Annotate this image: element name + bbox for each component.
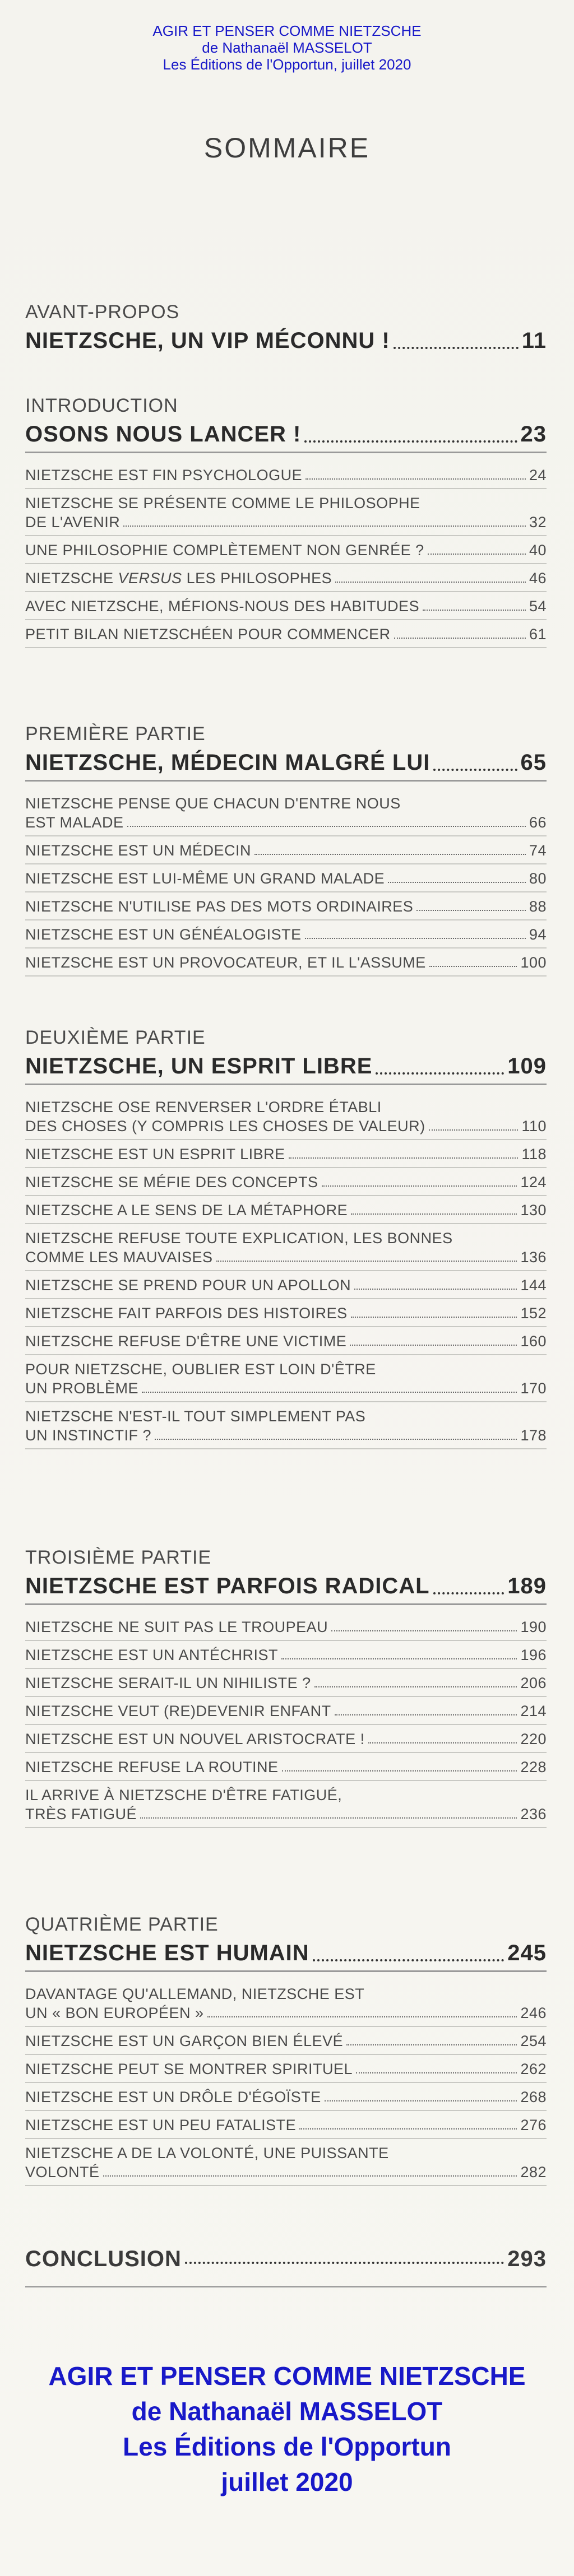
divider <box>25 1603 547 1605</box>
page-number: 130 <box>520 1202 547 1219</box>
entry-text: NIETZSCHE SE PREND POUR UN APOLLON <box>25 1277 351 1294</box>
page-number: 190 <box>520 1619 547 1635</box>
dot-leader <box>305 938 526 939</box>
section-part4 <box>25 1912 547 2186</box>
heading-text: NIETZSCHE, UN VIP MÉCONNU ! <box>25 328 390 353</box>
entry-text: NIETZSCHE EST UN PEU FATALISTE <box>25 2117 297 2133</box>
bottom-caption-date: juillet 2020 <box>221 2467 353 2496</box>
dot-leader <box>429 1129 519 1131</box>
page-number: 293 <box>507 2247 547 2271</box>
toc-entry[interactable] <box>25 620 547 648</box>
page-number: 170 <box>520 1380 547 1397</box>
page-number: 262 <box>520 2061 547 2077</box>
toc-entry[interactable] <box>25 1140 547 1168</box>
toc-entry[interactable] <box>25 536 547 564</box>
page-number: 276 <box>520 2117 547 2133</box>
page-number: 124 <box>520 1174 547 1191</box>
section-heading[interactable] <box>25 746 547 779</box>
section-label: INTRODUCTION <box>25 395 178 416</box>
divider <box>25 1084 547 1085</box>
toc-entry[interactable] <box>25 789 547 836</box>
section-avant-propos <box>25 300 547 357</box>
section-part1 <box>25 722 547 977</box>
entry-text-line1: NIETZSCHE PENSE QUE CHACUN D'ENTRE NOUS <box>25 795 401 812</box>
entry-text: NIETZSCHE EST UN ANTÉCHRIST <box>25 1647 279 1663</box>
dot-leader <box>123 526 526 527</box>
dot-leader <box>423 610 526 611</box>
entry-text: TRÈS FATIGUÉ <box>25 1806 137 1822</box>
toc-entry[interactable] <box>25 1093 547 1140</box>
entry-text-post: LES PHILOSOPHES <box>182 570 332 587</box>
bottom-caption <box>0 2359 574 2500</box>
toc-entry[interactable] <box>25 892 547 920</box>
page-number: 214 <box>520 1703 547 1719</box>
toc-entry[interactable] <box>25 948 547 977</box>
entry-text: DE L'AVENIR <box>25 514 121 531</box>
page-number: 220 <box>520 1731 547 1747</box>
conclusion-text: CONCLUSION <box>25 2247 182 2271</box>
toc-entry[interactable] <box>25 1613 547 1641</box>
toc-entry[interactable] <box>25 1355 547 1402</box>
entry-text: UNE PHILOSOPHIE COMPLÈTEMENT NON GENRÉE ? <box>25 542 424 559</box>
toc-entry[interactable] <box>25 1168 547 1196</box>
entry-text: NIETZSCHE EST UN MÉDECIN <box>25 842 252 859</box>
dot-leader <box>299 2128 517 2129</box>
page-number: 54 <box>529 598 547 615</box>
section-label: QUATRIÈME PARTIE <box>25 1914 219 1935</box>
toc-entry[interactable] <box>25 2083 547 2111</box>
entry-text: NIETZSCHE SE MÉFIE DES CONCEPTS <box>25 1174 318 1191</box>
toc-entry[interactable] <box>25 1641 547 1669</box>
page-number: 24 <box>529 467 547 483</box>
dot-leader <box>351 1213 517 1215</box>
heading-text: NIETZSCHE EST PARFOIS RADICAL <box>25 1574 430 1598</box>
entry-text-line1: NIETZSCHE A DE LA VOLONTÉ, UNE PUISSANTE <box>25 2145 389 2161</box>
dot-leader <box>207 2016 517 2017</box>
page-number: 178 <box>520 1427 547 1444</box>
entry-text: NIETZSCHE EST UN GARÇON BIEN ÉLEVÉ <box>25 2033 344 2049</box>
page-number: 23 <box>520 422 547 447</box>
entry-text: VOLONTÉ <box>25 2164 100 2180</box>
dot-leader <box>350 1345 517 1346</box>
page-number: 65 <box>520 750 547 775</box>
dot-leader <box>354 1289 517 1290</box>
toc-entry[interactable] <box>25 836 547 864</box>
entry-text: NIETZSCHE FAIT PARFOIS DES HISTOIRES <box>25 1305 348 1322</box>
divider <box>25 2286 547 2287</box>
dot-leader <box>155 1439 517 1440</box>
page-number: 160 <box>520 1333 547 1350</box>
entry-text: NIETZSCHE EST UN DRÔLE D'ÉGOÏSTE <box>25 2089 321 2105</box>
section-label: PREMIÈRE PARTIE <box>25 723 206 745</box>
page-number: 46 <box>529 570 547 587</box>
toc-entry[interactable] <box>25 1271 547 1299</box>
dot-leader <box>331 1630 517 1631</box>
entry-text: NIETZSCHE VEUT (RE)DEVENIR ENFANT <box>25 1703 331 1719</box>
toc-entry[interactable] <box>25 1725 547 1753</box>
page-number: 66 <box>529 814 547 831</box>
page-number: 282 <box>520 2164 547 2180</box>
entry-text: DES CHOSES (Y COMPRIS LES CHOSES DE VALEUR) <box>25 1118 425 1134</box>
section-part2 <box>25 1025 547 1449</box>
dot-leader <box>304 440 517 443</box>
dot-leader <box>368 1742 517 1743</box>
page-number: 32 <box>529 514 547 531</box>
top-caption-author: de Nathanaël MASSELOT <box>202 39 372 56</box>
entry-text: UN « BON EUROPÉEN » <box>25 2005 204 2021</box>
dot-leader <box>325 2100 517 2101</box>
section-heading[interactable] <box>25 1050 547 1082</box>
page-number: 80 <box>529 870 547 887</box>
toc-entry[interactable] <box>25 1781 547 1828</box>
page-number: 228 <box>520 1759 547 1775</box>
toc-entry[interactable] <box>25 1697 547 1725</box>
dot-leader <box>346 2044 517 2045</box>
entry-text: NIETZSCHE EST LUI-MÊME UN GRAND MALADE <box>25 870 385 887</box>
page-number: 206 <box>520 1675 547 1691</box>
toc-entry[interactable] <box>25 2055 547 2083</box>
dot-leader <box>429 966 517 967</box>
dot-leader <box>376 1072 504 1075</box>
page-number: 236 <box>520 1806 547 1822</box>
entry-text: NIETZSCHE EST UN PROVOCATEUR, ET IL L'ASSUME <box>25 954 426 971</box>
toc-entry[interactable] <box>25 920 547 948</box>
top-caption-title: AGIR ET PENSER COMME NIETZSCHE <box>152 22 422 39</box>
page-number: 196 <box>520 1647 547 1663</box>
page-title: SOMMAIRE <box>203 132 371 164</box>
dot-leader <box>433 769 517 771</box>
entry-text-line1: POUR NIETZSCHE, OUBLIER EST LOIN D'ÊTRE <box>25 1361 376 1378</box>
entry-text: UN INSTINCTIF ? <box>25 1427 152 1444</box>
section-heading[interactable] <box>25 418 547 450</box>
page-number: 74 <box>529 842 547 859</box>
page-number: 94 <box>529 926 547 943</box>
divider <box>25 1970 547 1972</box>
section-introduction <box>25 393 547 648</box>
entry-text: NIETZSCHE N'UTILISE PAS DES MOTS ORDINAIRES <box>25 898 414 915</box>
entry-text: NIETZSCHE NE SUIT PAS LE TROUPEAU <box>25 1619 328 1635</box>
section-heading[interactable] <box>25 1937 547 1969</box>
toc-entry[interactable] <box>25 564 547 592</box>
page-number: 61 <box>529 626 547 643</box>
toc-entry[interactable] <box>25 461 547 489</box>
bottom-caption-author: de Nathanaël MASSELOT <box>131 2397 443 2426</box>
dot-leader <box>289 1157 519 1159</box>
entry-text-line1: NIETZSCHE REFUSE TOUTE EXPLICATION, LES BONNES <box>25 1230 453 1247</box>
page-number: 110 <box>521 1118 547 1134</box>
conclusion-entry[interactable] <box>25 2247 547 2272</box>
dot-leader <box>103 2175 517 2177</box>
entry-text: NIETZSCHE REFUSE LA ROUTINE <box>25 1759 279 1775</box>
heading-text: NIETZSCHE, UN ESPRIT LIBRE <box>25 1054 373 1078</box>
page-number: 268 <box>520 2089 547 2105</box>
entry-text: NIETZSCHE SERAIT-IL UN NIHILISTE ? <box>25 1675 311 1691</box>
page-number: 189 <box>507 1574 547 1598</box>
entry-text: AVEC NIETZSCHE, MÉFIONS-NOUS DES HABITUDES <box>25 598 420 615</box>
toc-entry[interactable] <box>25 1402 547 1449</box>
entry-text: COMME LES MAUVAISES <box>25 1249 213 1266</box>
entry-text: NIETZSCHE A LE SENS DE LA MÉTAPHORE <box>25 1202 348 1219</box>
section-heading[interactable] <box>25 1570 547 1602</box>
bottom-caption-title: AGIR ET PENSER COMME NIETZSCHE <box>48 2361 526 2391</box>
page-number: 254 <box>520 2033 547 2049</box>
page-number: 100 <box>520 954 547 971</box>
page-number: 11 <box>521 328 547 353</box>
dot-leader <box>281 1658 517 1659</box>
dot-leader <box>127 826 526 827</box>
dot-leader <box>428 554 526 555</box>
toc-entry[interactable] <box>25 489 547 536</box>
page-number: 136 <box>520 1249 547 1266</box>
section-heading[interactable] <box>25 324 547 357</box>
page-number: 144 <box>520 1277 547 1294</box>
section-label: TROISIÈME PARTIE <box>25 1547 212 1568</box>
entry-text: PETIT BILAN NIETZSCHÉEN POUR COMMENCER <box>25 626 391 643</box>
entry-text: UN PROBLÈME <box>25 1380 139 1397</box>
dot-leader <box>394 638 526 639</box>
dot-leader <box>314 1686 517 1687</box>
dot-leader <box>335 1714 517 1715</box>
toc-entry[interactable] <box>25 1753 547 1781</box>
dot-leader <box>254 854 526 855</box>
dot-leader <box>282 1770 517 1771</box>
heading-text: NIETZSCHE EST HUMAIN <box>25 1941 309 1965</box>
toc-entry[interactable] <box>25 1299 547 1327</box>
dot-leader <box>335 582 526 583</box>
page-number: 246 <box>520 2005 547 2021</box>
toc-entry[interactable] <box>25 1669 547 1697</box>
dot-leader <box>216 1261 517 1262</box>
toc-entry[interactable] <box>25 2111 547 2139</box>
heading-text: OSONS NOUS LANCER ! <box>25 422 302 447</box>
dot-leader <box>322 1185 517 1187</box>
dot-leader <box>185 2262 504 2264</box>
top-caption-publisher: Les Éditions de l'Opportun, juillet 2020 <box>163 56 411 73</box>
entry-text <box>25 569 332 588</box>
toc-entry[interactable] <box>25 864 547 892</box>
divider <box>25 780 547 782</box>
heading-text: NIETZSCHE, MÉDECIN MALGRÉ LUI <box>25 750 430 775</box>
entry-text: NIETZSCHE EST UN NOUVEL ARISTOCRATE ! <box>25 1731 365 1747</box>
page-number: 152 <box>520 1305 547 1322</box>
dot-leader <box>351 1317 517 1318</box>
entry-text: NIETZSCHE EST FIN PSYCHOLOGUE <box>25 467 303 483</box>
entry-text: NIETZSCHE PEUT SE MONTRER SPIRITUEL <box>25 2061 353 2077</box>
section-label: DEUXIÈME PARTIE <box>25 1027 206 1048</box>
dot-leader <box>356 2072 517 2073</box>
page-number: 40 <box>529 542 547 559</box>
entry-text: NIETZSCHE EST UN ESPRIT LIBRE <box>25 1146 285 1163</box>
dot-leader <box>305 478 526 480</box>
dot-leader <box>142 1392 517 1393</box>
dot-leader <box>433 1592 504 1594</box>
entry-text-line1: NIETZSCHE SE PRÉSENTE COMME LE PHILOSOPHE <box>25 495 420 512</box>
bottom-caption-publisher: Les Éditions de l'Opportun <box>123 2432 451 2461</box>
entry-text-pre: NIETZSCHE <box>25 570 118 587</box>
toc-entry[interactable] <box>25 2139 547 2186</box>
toc-entry[interactable] <box>25 1196 547 1224</box>
dot-leader <box>416 910 526 911</box>
dot-leader <box>140 1817 517 1819</box>
toc-entry[interactable] <box>25 592 547 620</box>
page-number: 118 <box>521 1146 547 1163</box>
entry-text-line1: NIETZSCHE N'EST-IL TOUT SIMPLEMENT PAS <box>25 1408 366 1425</box>
toc-entry[interactable] <box>25 2027 547 2055</box>
entry-text-line1: NIETZSCHE OSE RENVERSER L'ORDRE ÉTABLI <box>25 1099 382 1115</box>
entry-text-italic: VERSUS <box>118 570 182 587</box>
toc-entry[interactable] <box>25 1224 547 1271</box>
dot-leader <box>394 347 519 349</box>
dot-leader <box>388 882 526 883</box>
page-number: 109 <box>507 1054 547 1078</box>
toc-entry[interactable] <box>25 1327 547 1355</box>
entry-text: EST MALADE <box>25 814 124 831</box>
entry-text-line1: IL ARRIVE À NIETZSCHE D'ÊTRE FATIGUÉ, <box>25 1787 342 1803</box>
entry-text: NIETZSCHE REFUSE D'ÊTRE UNE VICTIME <box>25 1333 347 1350</box>
dot-leader <box>313 1959 504 1961</box>
toc-entry[interactable] <box>25 1980 547 2027</box>
section-label: AVANT-PROPOS <box>25 301 180 323</box>
page-number: 88 <box>529 898 547 915</box>
top-caption <box>0 22 574 73</box>
entry-text-line1: DAVANTAGE QU'ALLEMAND, NIETZSCHE EST <box>25 1986 365 2002</box>
entry-text: NIETZSCHE EST UN GÉNÉALOGISTE <box>25 926 302 943</box>
section-part3 <box>25 1545 547 1828</box>
page-number: 245 <box>507 1941 547 1965</box>
divider <box>25 452 547 453</box>
